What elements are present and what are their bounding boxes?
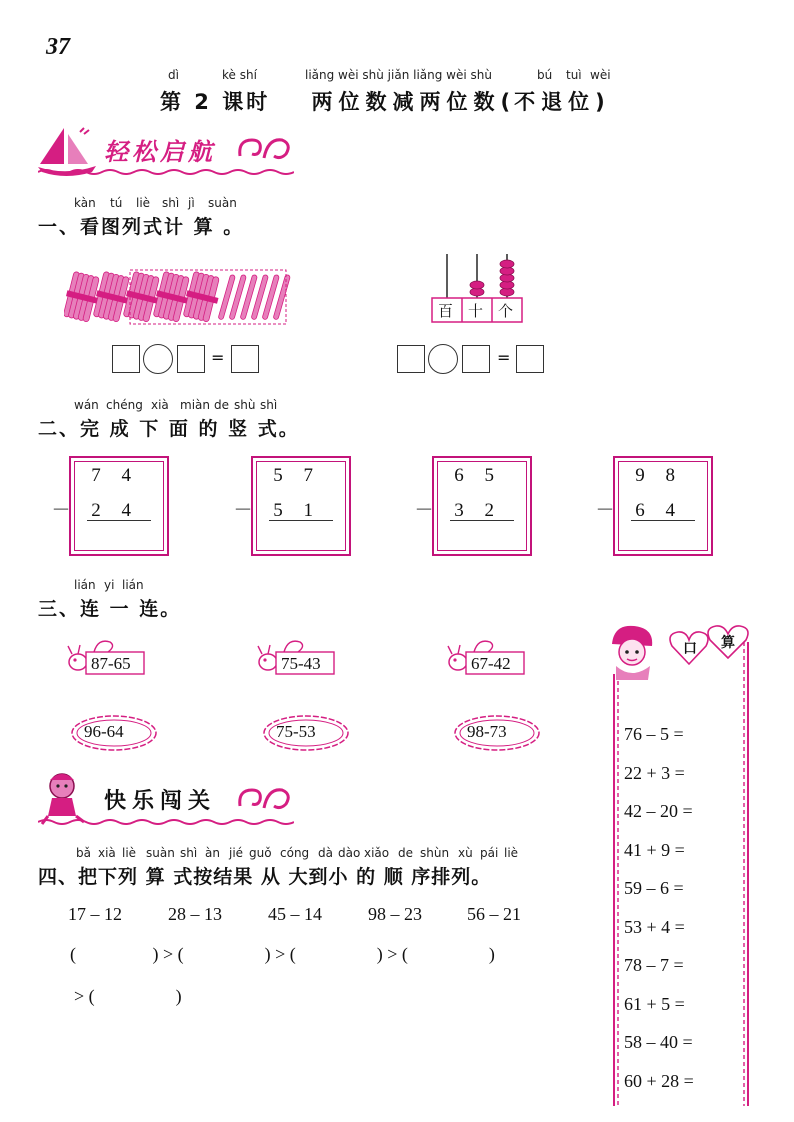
girl-character-icon: [604, 622, 664, 682]
answer-box[interactable]: [177, 345, 205, 373]
operator-circle[interactable]: [143, 344, 173, 374]
flower-expression: 96-64: [84, 722, 124, 741]
pinyin: liè: [136, 196, 151, 210]
operator-circle[interactable]: [428, 344, 458, 374]
swirl-decoration-icon: [234, 130, 294, 166]
oral-problem[interactable]: 42 – 20 =: [624, 801, 693, 821]
lesson-number: 第 2 课时: [160, 90, 271, 114]
pinyin: jì: [188, 196, 195, 210]
page-number: 37: [46, 34, 70, 60]
result-line: [631, 520, 695, 521]
pinyin: xià: [151, 398, 169, 412]
pinyin: bǎ: [76, 846, 91, 860]
q2-pinyin: [0, 398, 794, 414]
vertical-problem: [595, 456, 713, 556]
pinyin: shì: [260, 398, 278, 412]
oral-problem[interactable]: 60 + 28 =: [624, 1071, 694, 1091]
subtrahend: － 2 4: [51, 500, 139, 521]
pinyin: liè: [122, 846, 137, 860]
order-answer-line-1[interactable]: ( ) > ( ) > ( ) > ( ): [70, 944, 495, 964]
subtrahend: － 5 1: [233, 500, 321, 521]
banner-challenge-title: 快乐闯关: [104, 789, 217, 814]
vertical-problem: [51, 456, 169, 556]
answer-box[interactable]: [112, 345, 140, 373]
oral-problem[interactable]: 76 – 5 =: [624, 724, 684, 744]
bee-card[interactable]: [64, 636, 148, 678]
minuend: 6 5: [454, 465, 502, 486]
swirl-decoration-icon: [234, 780, 294, 816]
minuend: 7 4: [91, 465, 139, 486]
wave-divider: [38, 818, 294, 826]
subtrahend: － 6 4: [595, 500, 683, 521]
lesson-subtitle: 不退位: [514, 90, 596, 114]
pinyin: pái: [480, 846, 499, 860]
pinyin: xiǎo: [364, 846, 390, 860]
q2-heading: 二、完 成 下 面 的 竖 式。: [38, 418, 300, 440]
bee-expression: 75-43: [281, 654, 321, 673]
banner-start-title: 轻松启航: [104, 138, 216, 166]
answer-box[interactable]: [462, 345, 490, 373]
pinyin: tuì: [566, 68, 582, 82]
oral-problem[interactable]: 59 – 6 =: [624, 878, 684, 898]
equals-sign: =: [211, 348, 225, 367]
q4-heading: 四、把下列 算 式按结果 从 大到小 的 顺 序排列。: [38, 866, 492, 888]
pinyin: jié: [229, 846, 244, 860]
flower-card[interactable]: [70, 714, 158, 752]
pinyin: lián: [122, 578, 144, 592]
vertical-problem: [414, 456, 532, 556]
abacus-label-ones: 个: [498, 302, 514, 320]
q3-pinyin: [0, 578, 794, 594]
abacus-label-tens: 十: [468, 302, 484, 320]
result-line: [87, 520, 151, 521]
minuend: 9 8: [635, 465, 683, 486]
bee-expression: 87-65: [91, 654, 131, 673]
sort-expression: 56 – 21: [467, 904, 521, 924]
pinyin: de: [214, 398, 229, 412]
stick-bundles-picture: [64, 268, 296, 328]
order-answer-line-2[interactable]: > ( ): [74, 986, 182, 1006]
q1-pinyin: [0, 196, 794, 212]
wave-divider: [38, 168, 294, 176]
sort-expression: 17 – 12: [68, 904, 122, 924]
pinyin: dào: [338, 846, 361, 860]
minuend: 5 7: [273, 465, 321, 486]
pinyin: cóng: [280, 846, 310, 860]
q1-heading: 一、看图列式计 算 。: [38, 216, 245, 238]
answer-box[interactable]: [231, 345, 259, 373]
vertical-problem: [233, 456, 351, 556]
subtrahend: － 3 2: [414, 500, 502, 521]
bee-card[interactable]: [254, 636, 338, 678]
pinyin: shì: [162, 196, 180, 210]
oral-problem[interactable]: 78 – 7 =: [624, 955, 684, 975]
pinyin: shì: [180, 846, 198, 860]
pinyin: suàn: [208, 196, 237, 210]
abacus-bead: [470, 281, 484, 289]
pinyin: kè shí: [222, 68, 257, 82]
sort-expression: 45 – 14: [268, 904, 322, 924]
pinyin: guǒ: [249, 846, 272, 860]
oral-problem[interactable]: 58 – 40 =: [624, 1032, 693, 1052]
pinyin: wán: [74, 398, 99, 412]
pinyin: shù: [234, 398, 256, 412]
bee-expression: 67-42: [471, 654, 511, 673]
answer-box[interactable]: [516, 345, 544, 373]
oral-label-suan: 算: [721, 635, 735, 651]
banner-start: [36, 124, 296, 178]
oral-label-kou: 口: [683, 641, 697, 657]
result-line: [269, 520, 333, 521]
flower-expression: 75-53: [276, 722, 316, 741]
flower-card[interactable]: [453, 714, 541, 752]
pinyin: xià: [98, 846, 116, 860]
pinyin: chéng: [106, 398, 143, 412]
pinyin: xù: [458, 846, 473, 860]
pinyin: dì: [168, 68, 179, 82]
equals-sign: =: [497, 348, 511, 367]
pinyin: yi: [104, 578, 115, 592]
paren-close: ): [595, 90, 605, 114]
pinyin: lián: [74, 578, 96, 592]
abacus-bead: [500, 260, 514, 268]
abacus-label-hundreds: 百: [438, 302, 454, 320]
banner-challenge: [36, 770, 296, 826]
paren-open: (: [500, 90, 511, 114]
oral-problem[interactable]: 53 + 4 =: [624, 917, 685, 937]
pinyin: àn: [205, 846, 220, 860]
lesson-pinyin: [0, 68, 794, 84]
oral-problem[interactable]: 22 + 3 =: [624, 763, 685, 783]
pinyin: liǎng wèi shù jiǎn liǎng wèi shù: [305, 68, 492, 82]
pinyin: de: [398, 846, 413, 860]
oral-problem[interactable]: 41 + 9 =: [624, 840, 685, 860]
lesson-title: [160, 86, 605, 116]
pinyin: wèi: [590, 68, 611, 82]
lesson-topic: 两位数减两位数: [311, 90, 501, 114]
pinyin: bú: [537, 68, 553, 82]
sort-expression: 98 – 23: [368, 904, 422, 924]
result-line: [450, 520, 514, 521]
flower-expression: 98-73: [467, 722, 507, 741]
pinyin: suàn: [146, 846, 175, 860]
answer-box[interactable]: [397, 345, 425, 373]
q3-heading: 三、连 一 连。: [38, 598, 182, 620]
pinyin: kàn: [74, 196, 96, 210]
pinyin: liè: [504, 846, 519, 860]
bee-card[interactable]: [444, 636, 528, 678]
pinyin: miàn: [180, 398, 210, 412]
pinyin: dà: [318, 846, 333, 860]
abacus-picture: [430, 252, 526, 324]
sort-expression: 28 – 13: [168, 904, 222, 924]
pinyin: tú: [110, 196, 123, 210]
flower-card[interactable]: [262, 714, 350, 752]
pinyin: shùn: [420, 846, 450, 860]
oral-problem[interactable]: 61 + 5 =: [624, 994, 685, 1014]
